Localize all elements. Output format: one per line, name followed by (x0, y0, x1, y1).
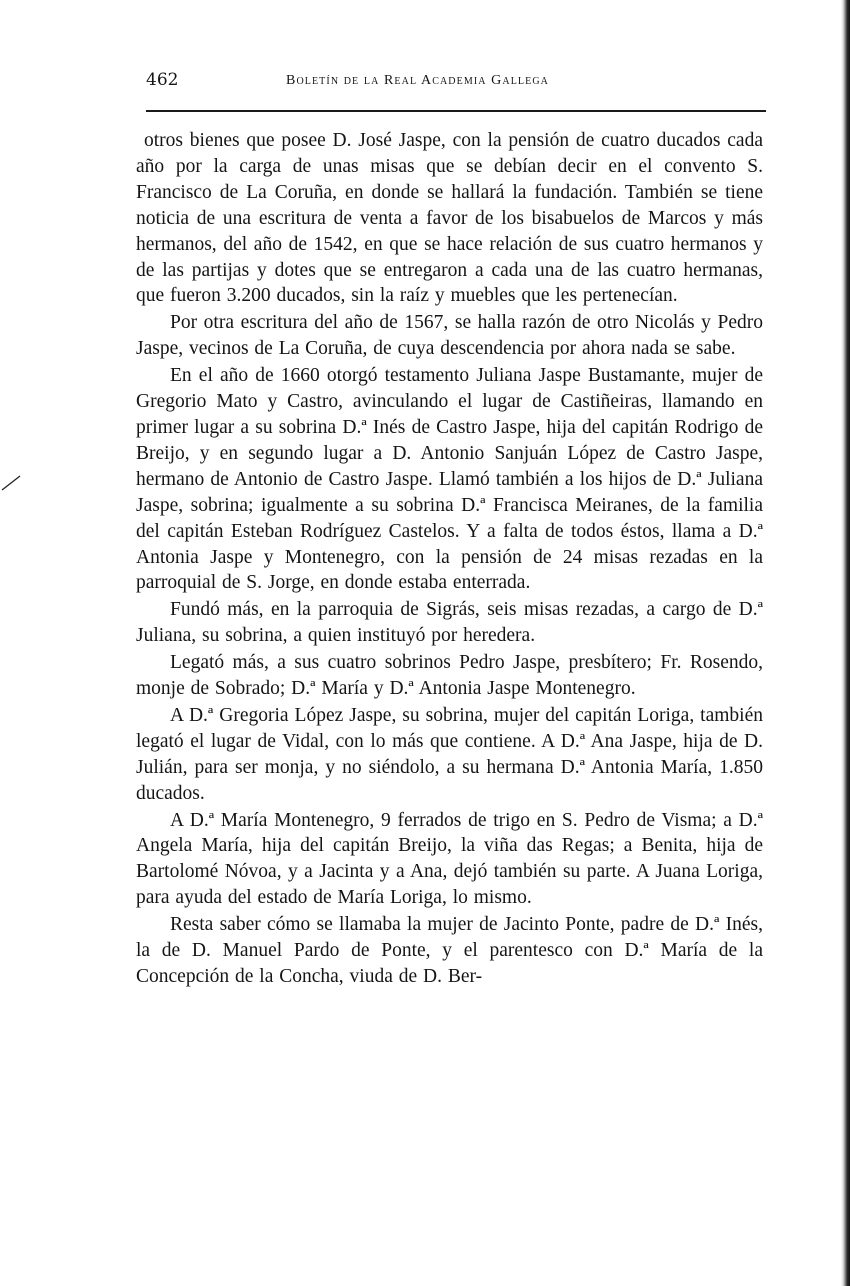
paragraph: Resta saber cómo se llamaba la mujer de Jacinto Ponte, padre de D.ª Inés, la de D. Manuel Pardo de Ponte, y el parentesco con D.ª María de la Concepción de la Concha, viuda de D. Ber- (136, 914, 763, 987)
page-number: 462 (146, 70, 179, 90)
paragraph: otros bienes que posee D. José Jaspe, con la pensión de cuatro ducados cada año por la carga de unas misas que se debían decir en el convento S. Francisco de La Coruña, en donde se hallará la fundación. También se tiene noticia de una escritura de venta a favor de los bisabuelos de Marcos y más hermanos, del año de 1542, en que se hace relación de sus cuatro hermanos y de las partijas y dotes que se entregaron a cada una de las cuatro hermanas, que fueron 3.200 ducados, sin la raíz y muebles que les pertenecían. (136, 130, 763, 307)
paragraph: Legató más, a sus cuatro sobrinos Pedro Jaspe, presbítero; Fr. Rosendo, monje de Sobrado; D.ª María y D.ª Antonia Jaspe Montenegro. (136, 652, 763, 700)
scan-edge (841, 0, 850, 1286)
paragraph: Por otra escritura del año de 1567, se halla razón de otro Nicolás y Pedro Jaspe, vecinos de La Coruña, de cuya descendencia por ahora nada se sabe. (136, 312, 763, 360)
paragraph: A D.ª María Montenegro, 9 ferrados de trigo en S. Pedro de Visma; a D.ª Angela María, hija del capitán Breijo, la viña das Regas; a Benita, hija de Bartolomé Nóvoa, y a Jacinta y a Ana, dejó también su parte. A Juana Loriga, para ayuda del estado de María Loriga, lo mismo. (136, 809, 763, 909)
paragraph: Fundó más, en la parroquia de Sigrás, seis misas rezadas, a cargo de D.ª Juliana, su sobrina, a quien instituyó por heredera. (136, 599, 763, 647)
body-text (136, 128, 763, 991)
page-header (146, 66, 766, 96)
running-title: Boletín de la Real Academia Gallega (286, 73, 549, 88)
paragraph: A D.ª Gregoria López Jaspe, su sobrina, mujer del capitán Loriga, también legató el lugar de Vidal, con lo más que contiene. A D.ª Ana Jaspe, hija de D. Julián, para ser monja, y no siéndolo, a su hermana D.ª Antonia María, 1.850 ducados. (136, 704, 763, 804)
header-rule (146, 110, 766, 112)
margin-tick-mark (0, 470, 24, 494)
paragraph: En el año de 1660 otorgó testamento Juliana Jaspe Bustamante, mujer de Gregorio Mato y Castro, avinculando el lugar de Castiñeiras, llamando en primer lugar a su sobrina D.ª Inés de Castro Jaspe, hija del capitán Rodrigo de Breijo, y en segundo lugar a D. Antonio Sanjuán López de Castro Jaspe, hermano de Antonio de Castro Jaspe. Llamó también a los hijos de D.ª Juliana Jaspe, sobrina; igualmente a su sobrina D.ª Francisca Meiranes, de la familia del capitán Esteban Rodríguez Castelos. Y a falta de todos éstos, llama a D.ª Antonia Jaspe y Montenegro, con la pensión de 24 misas rezadas en la parroquial de S. Jorge, en donde estaba enterrada. (136, 365, 763, 594)
